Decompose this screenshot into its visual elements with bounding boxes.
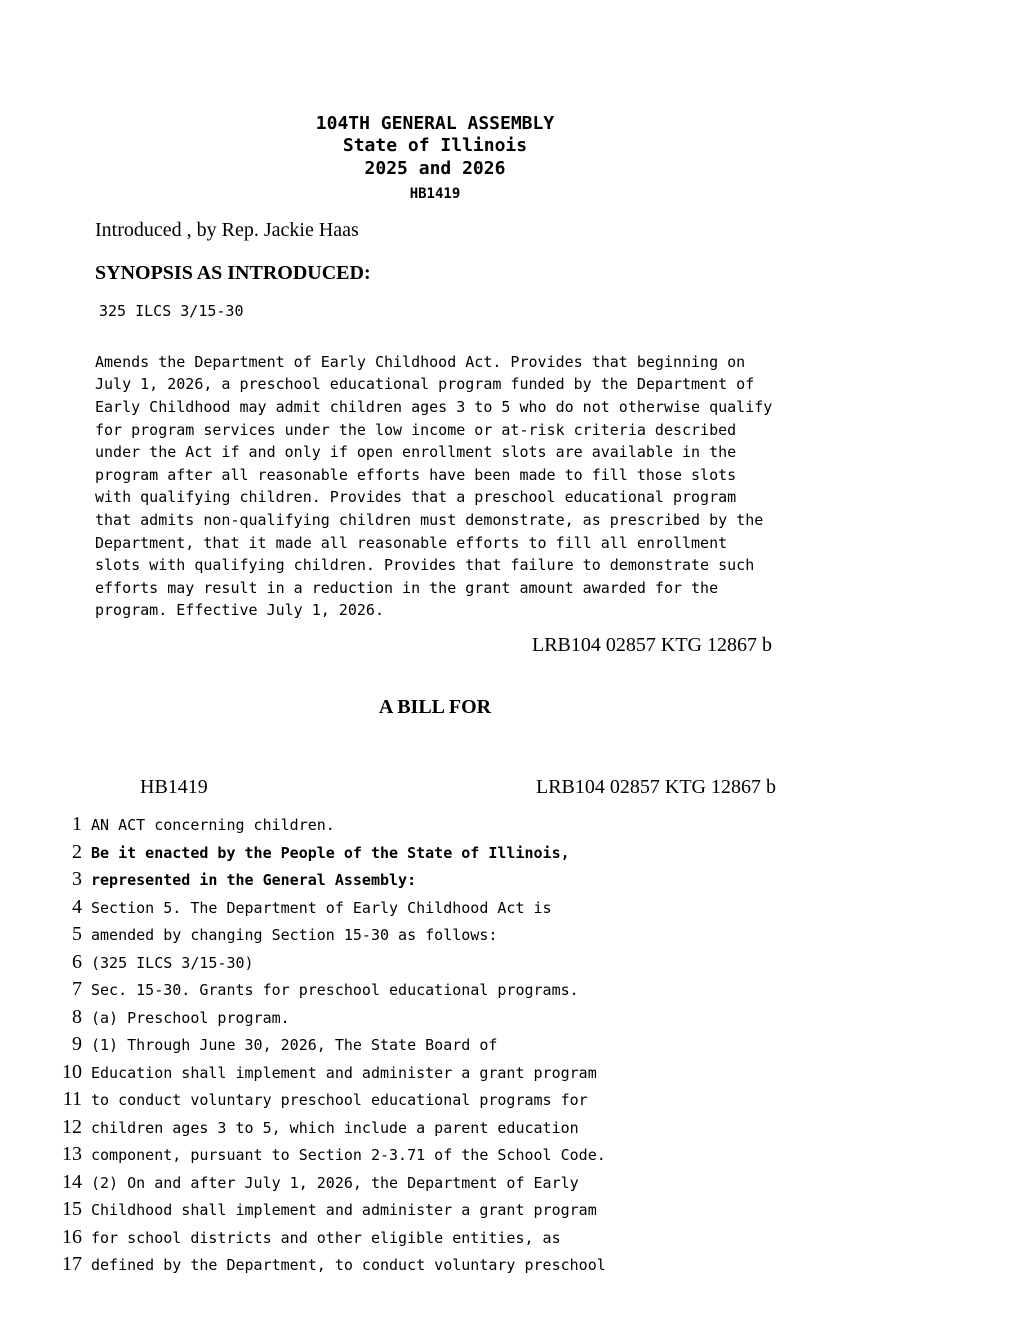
bill-line: AN ACT concerning children. bbox=[91, 816, 335, 834]
line-number: 14 bbox=[62, 1171, 82, 1193]
synopsis-line: program after all reasonable efforts have been made to fill those slots bbox=[95, 466, 737, 484]
line-number: 5 bbox=[72, 923, 82, 945]
line-number: 17 bbox=[62, 1253, 82, 1275]
synopsis-line: program. Effective July 1, 2026. bbox=[95, 601, 384, 619]
bill-line: for school districts and other eligible entities, as bbox=[91, 1229, 561, 1247]
lrb-code: LRB104 02857 KTG 12867 b bbox=[532, 634, 772, 656]
synopsis-line: slots with qualifying children. Provides that failure to demonstrate such bbox=[95, 556, 755, 574]
synopsis-line: Department, that it made all reasonable efforts to fill all enrollment bbox=[95, 534, 728, 552]
bill-line: (1) Through June 30, 2026, The State Board of bbox=[91, 1036, 498, 1054]
line-number: 7 bbox=[72, 978, 82, 1000]
line-number: 1 bbox=[72, 813, 82, 835]
running-header-bill: HB1419 bbox=[140, 776, 208, 798]
bill-line: (325 ILCS 3/15-30) bbox=[91, 954, 254, 972]
bill-line: Childhood shall implement and administer a grant program bbox=[91, 1201, 597, 1219]
line-number: 12 bbox=[62, 1116, 82, 1138]
state-title: State of Illinois bbox=[342, 135, 528, 156]
bill-line: Sec. 15-30. Grants for preschool educational programs. bbox=[91, 981, 579, 999]
bill-line: (2) On and after July 1, 2026, the Department of Early bbox=[91, 1174, 579, 1192]
line-number: 9 bbox=[72, 1033, 82, 1055]
line-number: 10 bbox=[62, 1061, 82, 1083]
line-number: 4 bbox=[72, 896, 82, 918]
synopsis-line: under the Act if and only if open enrollment slots are available in the bbox=[95, 443, 737, 461]
bill-line: amended by changing Section 15-30 as follows: bbox=[91, 926, 498, 944]
bill-number: HB1419 bbox=[409, 186, 461, 202]
bill-line: children ages 3 to 5, which include a parent education bbox=[91, 1119, 579, 1137]
synopsis-heading: SYNOPSIS AS INTRODUCED: bbox=[95, 262, 371, 284]
introduced-line: Introduced , by Rep. Jackie Haas bbox=[95, 219, 359, 241]
bill-line: Education shall implement and administer a grant program bbox=[91, 1064, 597, 1082]
session-years: 2025 and 2026 bbox=[364, 158, 506, 179]
bill-for-heading: A BILL FOR bbox=[378, 696, 492, 718]
bill-line: to conduct voluntary preschool educational programs for bbox=[91, 1091, 588, 1109]
line-number: 13 bbox=[62, 1143, 82, 1165]
bill-line: represented in the General Assembly: bbox=[91, 871, 417, 889]
line-number: 3 bbox=[72, 868, 82, 890]
synopsis-line: that admits non-qualifying children must demonstrate, as prescribed by the bbox=[95, 511, 764, 529]
line-number: 2 bbox=[72, 841, 82, 863]
line-number: 11 bbox=[62, 1088, 82, 1110]
line-number: 16 bbox=[62, 1226, 82, 1248]
bill-line: defined by the Department, to conduct voluntary preschool bbox=[91, 1256, 606, 1274]
synopsis-line: efforts may result in a reduction in the grant amount awarded for the bbox=[95, 579, 719, 597]
bill-line: component, pursuant to Section 2-3.71 of the School Code. bbox=[91, 1146, 606, 1164]
assembly-title: 104TH GENERAL ASSEMBLY bbox=[315, 113, 555, 134]
line-number: 15 bbox=[62, 1198, 82, 1220]
running-header-lrb: LRB104 02857 KTG 12867 b bbox=[536, 776, 776, 798]
synopsis-line: with qualifying children. Provides that a preschool educational program bbox=[95, 488, 737, 506]
bill-line: (a) Preschool program. bbox=[91, 1009, 290, 1027]
bill-line: Section 5. The Department of Early Childhood Act is bbox=[91, 899, 552, 917]
line-number: 8 bbox=[72, 1006, 82, 1028]
synopsis-line: July 1, 2026, a preschool educational program funded by the Department of bbox=[95, 375, 755, 393]
synopsis-line: for program services under the low income or at-risk criteria described bbox=[95, 421, 737, 439]
synopsis-line: Amends the Department of Early Childhood Act. Provides that beginning on bbox=[95, 353, 746, 371]
bill-line: Be it enacted by the People of the State of Illinois, bbox=[91, 844, 570, 862]
line-number: 6 bbox=[72, 951, 82, 973]
statute-reference: 325 ILCS 3/15-30 bbox=[99, 302, 244, 320]
synopsis-line: Early Childhood may admit children ages 3 to 5 who do not otherwise qualify bbox=[95, 398, 773, 416]
